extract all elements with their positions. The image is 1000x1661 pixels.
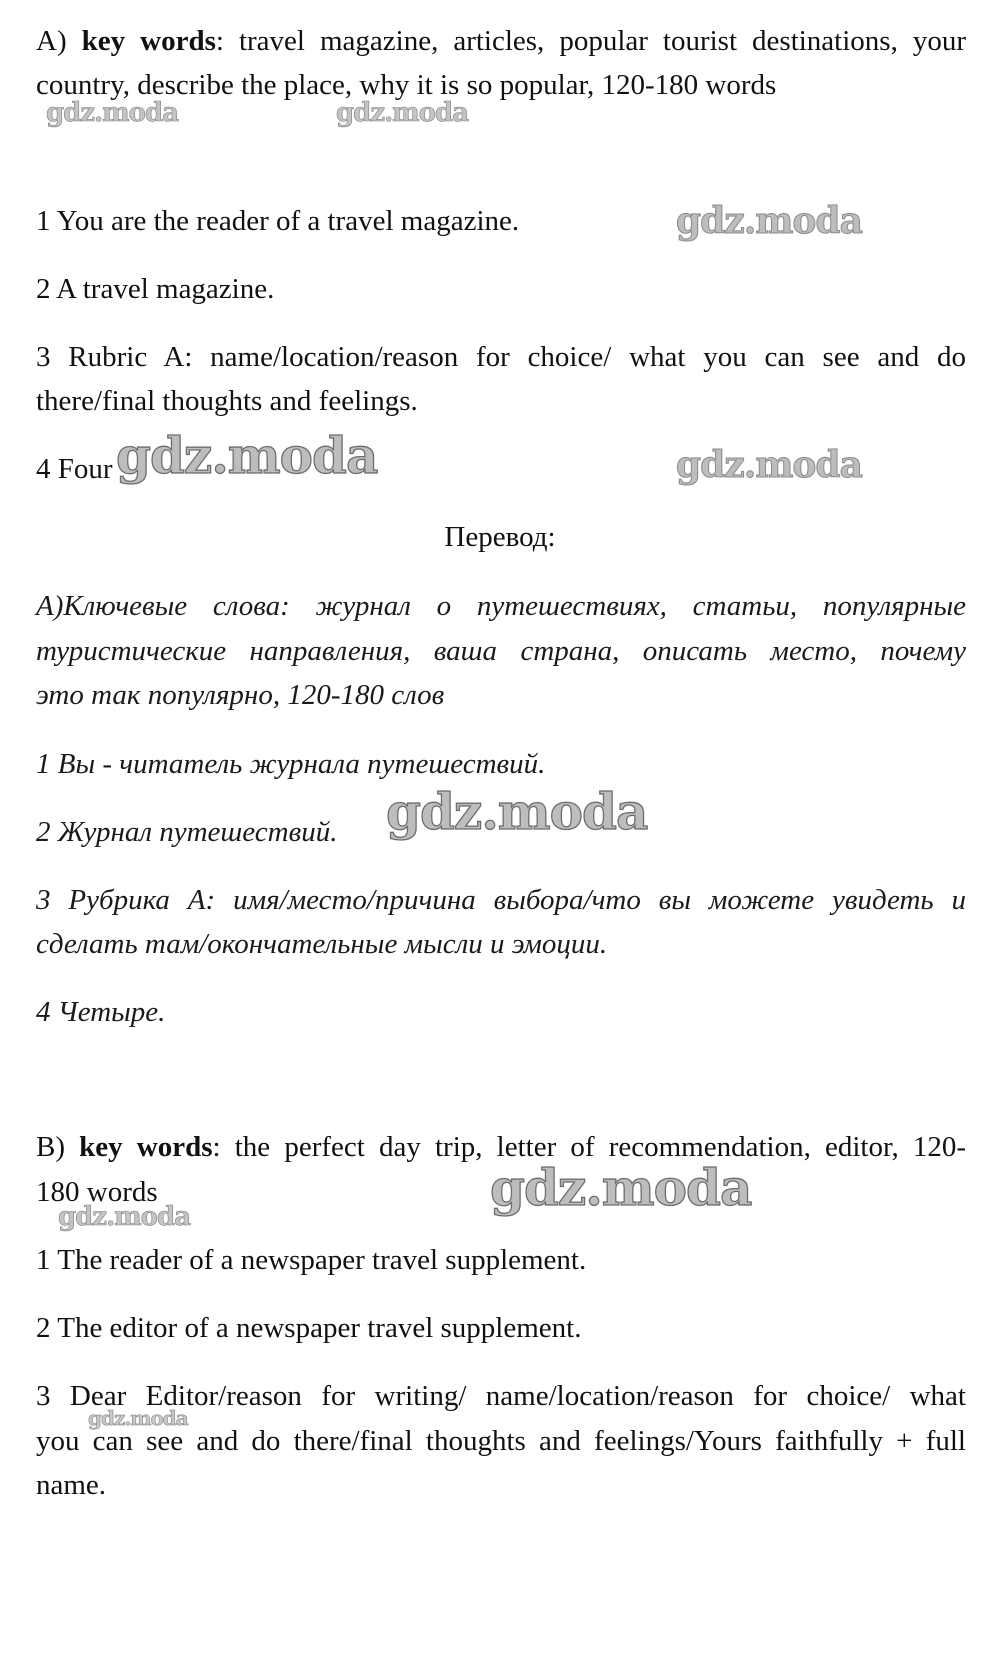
watermark: gdz.moda [676,444,862,486]
section-a-answer-3-line-2: there/final thoughts and feelings. [36,385,418,417]
section-b-answer-3-line-3: name. [36,1469,107,1501]
section-b-answer-2: 2 The editor of a newspaper travel supplement. [36,1312,582,1344]
section-a-answer-3-line-1: 3 Rubric A: name/location/reason for choice/ what you can see and do [36,341,966,373]
translation-keywords-line-2: туристические направления, ваша страна, описать место, почему [36,635,966,667]
watermark: gdz.moda [88,1406,188,1430]
translation-answer-4: 4 Четыре. [36,996,166,1028]
section-b-keywords-line-2: 180 words [36,1176,158,1208]
section-a-keywords-line-1 [36,18,966,64]
section-b-answer-3-line-1: 3 Dear Editor/reason for writing/ name/location/reason for choice/ what [36,1380,966,1412]
translation-answer-1: 1 Вы - читатель журнала путешествий. [36,748,546,780]
section-a-answer-2: 2 A travel magazine. [36,273,275,305]
translation-keywords-line-3: это так популярно, 120-180 слов [36,679,445,711]
section-a-keywords-line-2: country, describe the place, why it is so popular, 120-180 words [36,69,777,101]
section-a-answer-4: 4 Four [36,453,113,485]
translation-heading: Перевод: [444,521,556,553]
section-b-keywords-label: key words [79,1131,213,1163]
watermark: gdz.moda [386,782,648,841]
watermark: gdz.moda [46,98,179,128]
watermark: gdz.moda [676,200,862,242]
watermark: gdz.moda [116,426,378,485]
section-b-answer-3-line-2: you can see and do there/final thoughts and feelings/Yours faithfully + full [36,1425,966,1457]
translation-answer-3-line-2: сделать там/окончательные мысли и эмоции. [36,928,608,960]
translation-answer-2: 2 Журнал путешествий. [36,816,338,848]
translation-keywords-line-1: А)Ключевые слова: журнал о путешествиях, статьи, популярные [36,590,966,622]
section-a-answer-1: 1 You are the reader of a travel magazine. [36,205,520,237]
watermark: gdz.moda [58,1202,191,1232]
section-a-label: A) [36,25,67,57]
watermark: gdz.moda [490,1158,752,1217]
translation-answer-3-line-1: 3 Рубрика А: имя/место/причина выбора/что вы можете увидеть и [36,884,966,916]
watermark: gdz.moda [336,98,469,128]
section-b-keywords-text: : the perfect day trip, letter of recommendation, editor, 120- [212,1131,967,1163]
section-a-keywords-text: : travel magazine, articles, popular tourist destinations, your [215,25,966,57]
section-b-answer-1: 1 The reader of a newspaper travel supplement. [36,1244,587,1276]
section-a-keywords-label: key words [81,25,216,57]
section-b-label: B) [36,1131,65,1163]
section-b-keywords-line-1 [36,1124,966,1170]
